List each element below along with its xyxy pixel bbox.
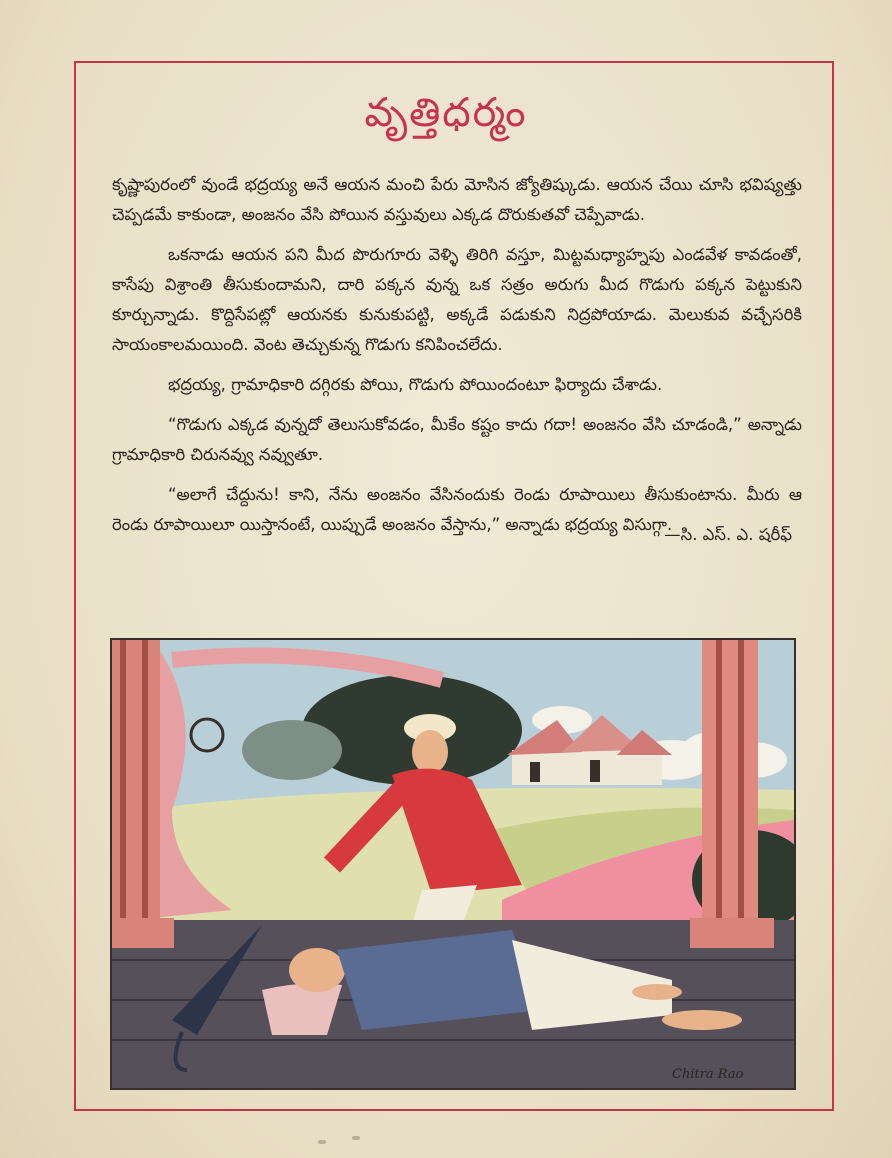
right-pillar-base	[690, 918, 774, 948]
illustrator-signature: Chitra Rao	[672, 1067, 744, 1082]
author-credit: —సి. ఎస్. ఎ. షరీఫ్	[664, 525, 792, 544]
background-tree-faint	[242, 720, 342, 780]
right-pillar	[702, 640, 758, 930]
left-pillar-base	[112, 918, 174, 948]
story-title: వృత్తిధర్మం	[364, 90, 528, 136]
page-smudge	[318, 1140, 326, 1144]
paragraph-2: ఒకనాడు ఆయన పని మీద పొరుగూరు వెళ్ళి తిరిగి వస్తూ, మిట్టమధ్యాహ్నపు ఎండవేళ కావడంతో, కాసేపు విశ్రాంతి తీసుకుందామని, దారి పక్కన వున్న ఒక సత్రం అరుగు మీద గొడుగు పక్కన పెట్టుకుని కూర్చున్నాడు. కొద్దిసేపట్లో ఆయనకు కునుకుపట్టి, అక్కడే పడుకుని నిద్రపోయాడు. మెలుకువ వచ్చేసరికి సాయంకాలమయింది. వెంట తెచ్చుకున్న గొడుగు కనిపించలేదు.	[112, 245, 802, 354]
paragraph-3: భద్రయ్య, గ్రామాధికారి దగ్గిరకు పోయి, గొడుగు పోయిందంటూ ఫిర్యాదు చేశాడు.	[168, 375, 663, 394]
paragraph-5: “అలాగే చేద్దును! కాని, నేను అంజనం వేసినందుకు రెండు రూపాయిలు తీసుకుంటాను. మీరు ఆ రెండు రూపాయిలూ యిస్తానంటే, యిప్పుడే అంజనం వేస్తాను,” అన్నాడు భద్రయ్య విసుగ్గా.	[112, 485, 802, 534]
paragraph-1: కృష్ణాపురంలో వుండే భద్రయ్య అనే ఆయన మంచి పేరు మోసిన జ్యోతిష్కుడు. ఆయన చేయి చూసి భవిష్యత్తు చెప్పడమే కాకుండా, అంజనం వేసి పోయిన వస్తువులు ఎక్కడ దొరుకుతవో చెప్పేవాడు.	[112, 175, 802, 224]
paragraph-4: “గొడుగు ఎక్కడ వున్నదో తెలుసుకోవడం, మీకేం కష్టం కాదు గదా! అంజనం వేసి చూడండి,” అన్నాడు గ్రామాధికారి చిరునవ్వు నవ్వుతూ.	[112, 415, 802, 464]
page-smudge	[352, 1136, 360, 1140]
illustration-scene	[112, 640, 794, 1088]
story-text	[112, 170, 802, 550]
story-illustration	[110, 638, 796, 1090]
left-pillar	[112, 640, 160, 930]
